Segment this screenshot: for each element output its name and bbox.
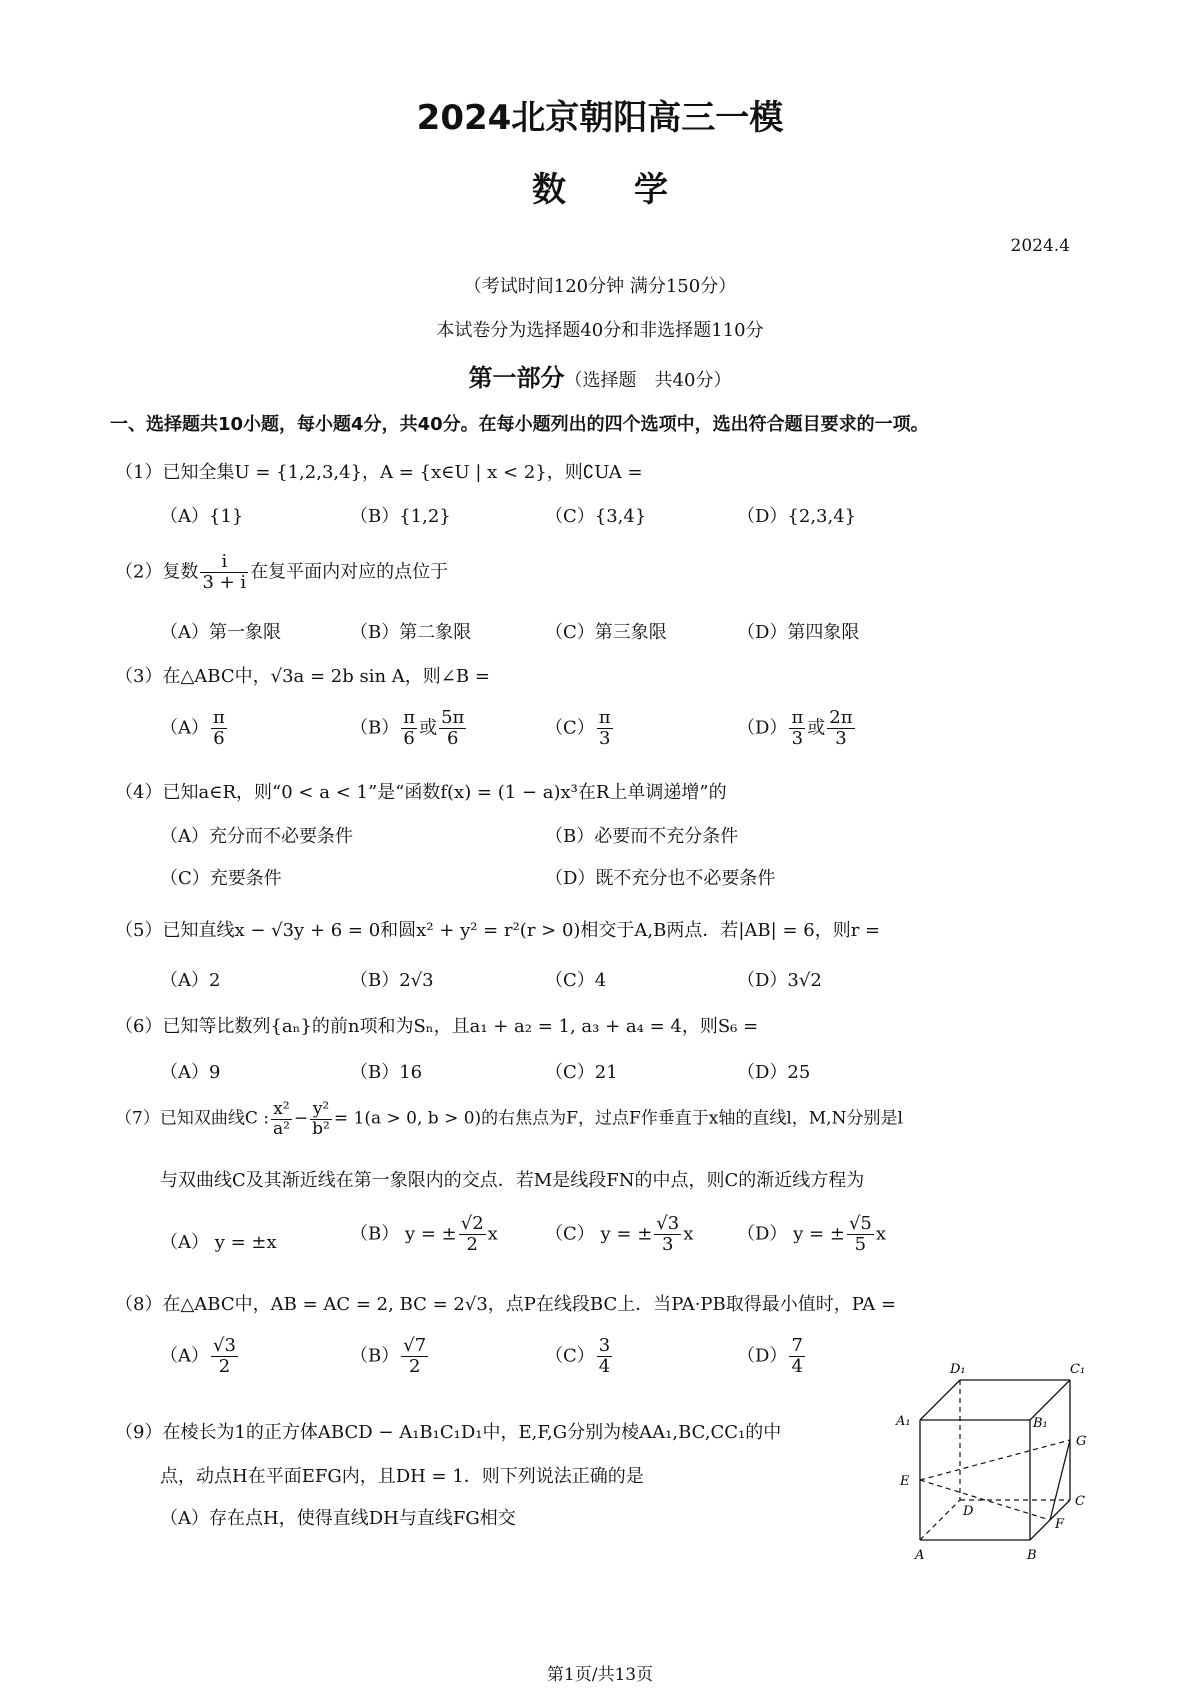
q7-d-num: √5: [848, 1213, 872, 1234]
q7-c-den: 3: [662, 1233, 674, 1255]
q7-d-fraction: [847, 1214, 874, 1255]
q6-option-a: （A）9: [160, 1062, 221, 1083]
q8-a-fraction: [211, 1336, 238, 1377]
q1-stem: （1）已知全集U = {1,2,3,4}，A = {x∈U | x < 2}，则∁UA =: [115, 462, 643, 483]
score-split: 本试卷分为选择题40分和非选择题110分: [436, 320, 764, 341]
q3-c-label: （C）: [545, 717, 595, 739]
q9-stem-line1: （9）在棱长为1的正方体ABCD − A₁B₁C₁D₁中，E,F,G分别为棱AA₁,BC,CC₁的中: [115, 1422, 782, 1443]
q7-stem-line2: 与双曲线C及其渐近线在第一象限内的交点．若M是线段FN的中点，则C的渐近线方程为: [160, 1170, 865, 1191]
segment-gf: [1050, 1440, 1070, 1520]
q3-d-num2: 2π: [829, 707, 853, 728]
q8-b-num: √7: [403, 1335, 427, 1356]
q8-a-den: 2: [218, 1355, 231, 1377]
q1-option-d: （D）{2,3,4}: [737, 506, 857, 527]
q2-option-c: （C）第三象限: [545, 622, 667, 643]
q8-option-d: [737, 1336, 807, 1377]
q7-den2: b²: [312, 1118, 330, 1139]
q3-c-num: π: [598, 707, 611, 728]
q8-d-num: 7: [791, 1335, 803, 1356]
q9-stem-line2: 点，动点H在平面EFG内，且DH = 1．则下列说法正确的是: [160, 1466, 644, 1487]
q7-num1: x²: [271, 1100, 292, 1120]
q3-b-label: （B）: [350, 717, 400, 739]
edge-ad: [920, 1500, 960, 1540]
q2-option-d: （D）第四象限: [737, 622, 860, 643]
q4-option-a: （A）充分而不必要条件: [160, 826, 353, 847]
q8-c-fraction: [597, 1336, 612, 1377]
label-d1: D₁: [950, 1362, 966, 1377]
q8-option-c: [545, 1336, 614, 1377]
q3-stem: （3）在△ABC中，√3a = 2b sin A，则∠B =: [115, 666, 490, 687]
q7-b-label: （B） y = ±: [350, 1223, 457, 1245]
q3-a-label: （A）: [160, 717, 209, 739]
q8-d-den: 4: [791, 1355, 803, 1377]
q7-d-x: x: [875, 1223, 887, 1245]
q3-b-fraction-1: [401, 708, 417, 749]
section-instruction: 一、选择题共10小题，每小题4分，共40分。在每小题列出的四个选项中，选出符合题目要求的一项。: [110, 414, 929, 435]
q8-d-label: （D）: [737, 1345, 788, 1367]
label-e: E: [900, 1474, 910, 1489]
q3-d-or: 或: [807, 717, 826, 739]
q3-d-den2: 3: [835, 727, 847, 749]
q7-b-den: 2: [466, 1233, 478, 1255]
page-footer: 第1页/共13页: [546, 1665, 654, 1685]
q7-b-x: x: [487, 1223, 498, 1245]
q4-option-d: （D）既不充分也不必要条件: [545, 868, 776, 889]
label-c: C: [1075, 1494, 1085, 1509]
q3-c-den: 3: [598, 727, 611, 749]
q4-option-b: （B）必要而不充分条件: [545, 826, 739, 847]
label-a: A: [915, 1548, 925, 1563]
q2-num: i: [200, 552, 248, 573]
q2-den: 3 + i: [202, 571, 247, 593]
cube-figure: [890, 1355, 1110, 1580]
q6-option-b: （B）16: [350, 1062, 423, 1083]
q2-option-b: （B）第二象限: [350, 622, 472, 643]
q2-fraction: [200, 552, 248, 593]
q7-option-c: [545, 1214, 693, 1255]
q1-option-b: （B）{1,2}: [350, 506, 451, 527]
q8-a-num: √3: [213, 1335, 236, 1356]
q3-b-num1: π: [403, 707, 416, 728]
q2-pre: （2）复数: [115, 561, 199, 583]
q7-c-fraction: [654, 1214, 681, 1255]
q4-option-c: （C）充要条件: [160, 868, 282, 889]
q3-a-num: π: [213, 707, 225, 728]
q3-d-fraction-1: [789, 708, 805, 749]
q7-option-d: [737, 1214, 886, 1255]
q8-b-fraction: [401, 1336, 428, 1377]
q5-option-c: （C）4: [545, 970, 607, 991]
q7-c-x: x: [683, 1223, 694, 1245]
subject-title: 数 学: [532, 170, 668, 210]
q8-c-label: （C）: [545, 1345, 595, 1367]
q8-d-fraction: [789, 1336, 804, 1377]
label-c1: C₁: [1070, 1362, 1086, 1377]
q7-c-num: √3: [656, 1213, 680, 1234]
q7-minus: −: [293, 1108, 309, 1129]
q8-option-a: [160, 1336, 240, 1377]
q2-option-a: （A）第一象限: [160, 622, 281, 643]
edge-b1c1: [1030, 1380, 1070, 1420]
q7-fraction-2: [310, 1100, 332, 1138]
label-a1: A₁: [896, 1414, 911, 1429]
q7-d-den: 5: [854, 1233, 867, 1255]
q7-stem: [115, 1100, 903, 1138]
q3-c-fraction: [597, 708, 613, 749]
label-b1: B₁: [1033, 1416, 1048, 1431]
label-f: F: [1055, 1517, 1065, 1532]
q1-option-a: （A）{1}: [160, 506, 244, 527]
q2-stem: [115, 552, 448, 593]
q8-c-den: 4: [598, 1355, 611, 1377]
q9-option-a: （A）存在点H，使得直线DH与直线FG相交: [160, 1508, 516, 1529]
exam-time: （考试时间120分钟 满分150分）: [463, 276, 737, 297]
edge-a1d1: [920, 1380, 960, 1420]
q4-stem: （4）已知a∈R，则“0 < a < 1”是“函数f(x) = (1 − a)x³在R上单调递增”的: [115, 782, 727, 803]
q6-option-c: （C）21: [545, 1062, 618, 1083]
q5-stem: （5）已知直线x − √3y + 6 = 0和圆x² + y² = r²(r > 0)相交于A,B两点．若|AB| = 6，则r =: [115, 920, 881, 941]
q6-stem: （6）已知等比数列{aₙ}的前n项和为Sₙ，且a₁ + a₂ = 1, a₃ + a₄ = 4，则S₆ =: [115, 1016, 759, 1037]
q3-b-den2: 6: [447, 727, 459, 749]
q3-a-fraction: [211, 708, 227, 749]
q7-d-label: （D） y = ±: [737, 1223, 845, 1245]
q5-option-d: （D）3√2: [737, 970, 822, 991]
exam-date: 2024.4: [1010, 236, 1070, 256]
q7-num2: y²: [310, 1100, 332, 1120]
q3-d-den1: 3: [791, 727, 804, 749]
q3-b-den1: 6: [403, 727, 415, 749]
q7-pre: （7）已知双曲线C :: [115, 1108, 269, 1129]
q7-b-fraction: [459, 1214, 486, 1255]
q7-c-label: （C） y = ±: [545, 1223, 653, 1245]
q3-option-a: [160, 708, 229, 749]
q7-post: = 1(a > 0, b > 0)的右焦点为F，过点F作垂直于x轴的直线l，M,N分别是l: [333, 1108, 903, 1129]
q7-option-b: [350, 1214, 498, 1255]
q8-b-label: （B）: [350, 1345, 400, 1367]
label-d: D: [963, 1504, 974, 1519]
q7-b-num: √2: [460, 1213, 484, 1234]
label-b: B: [1027, 1548, 1037, 1563]
q1-option-c: （C）{3,4}: [545, 506, 647, 527]
q8-option-b: [350, 1336, 430, 1377]
q8-a-label: （A）: [160, 1345, 209, 1367]
q3-option-d: [737, 708, 857, 749]
q6-option-d: （D）25: [737, 1062, 811, 1083]
q3-option-b: [350, 708, 468, 749]
part-heading: [0, 358, 1200, 393]
label-g: G: [1076, 1434, 1087, 1449]
part-title: 第一部分: [468, 364, 565, 392]
q3-d-fraction-2: [827, 708, 854, 749]
q8-stem: （8）在△ABC中，AB = AC = 2, BC = 2√3，点P在线段BC上．当PA·PB取得最小值时，PA =: [115, 1294, 897, 1315]
q7-option-a: （A） y = ±x: [160, 1232, 277, 1253]
q3-a-den: 6: [213, 727, 225, 749]
q5-option-a: （A）2: [160, 970, 221, 991]
segment-eg: [920, 1440, 1070, 1480]
q8-b-den: 2: [408, 1355, 421, 1377]
q7-fraction-1: [271, 1100, 292, 1138]
q3-d-label: （D）: [737, 717, 788, 739]
q3-b-or: 或: [419, 717, 438, 739]
q2-post: 在复平面内对应的点位于: [250, 561, 449, 583]
q7-den1: a²: [272, 1118, 290, 1139]
q3-b-num2: 5π: [441, 707, 465, 728]
part-sub: （选择题 共40分）: [564, 370, 732, 391]
q3-option-c: [545, 708, 615, 749]
q8-c-num: 3: [598, 1335, 611, 1356]
q5-option-b: （B）2√3: [350, 970, 434, 991]
page-title: 2024北京朝阳高三一模: [416, 98, 784, 138]
q3-d-num1: π: [791, 707, 804, 728]
q3-b-fraction-2: [439, 708, 466, 749]
